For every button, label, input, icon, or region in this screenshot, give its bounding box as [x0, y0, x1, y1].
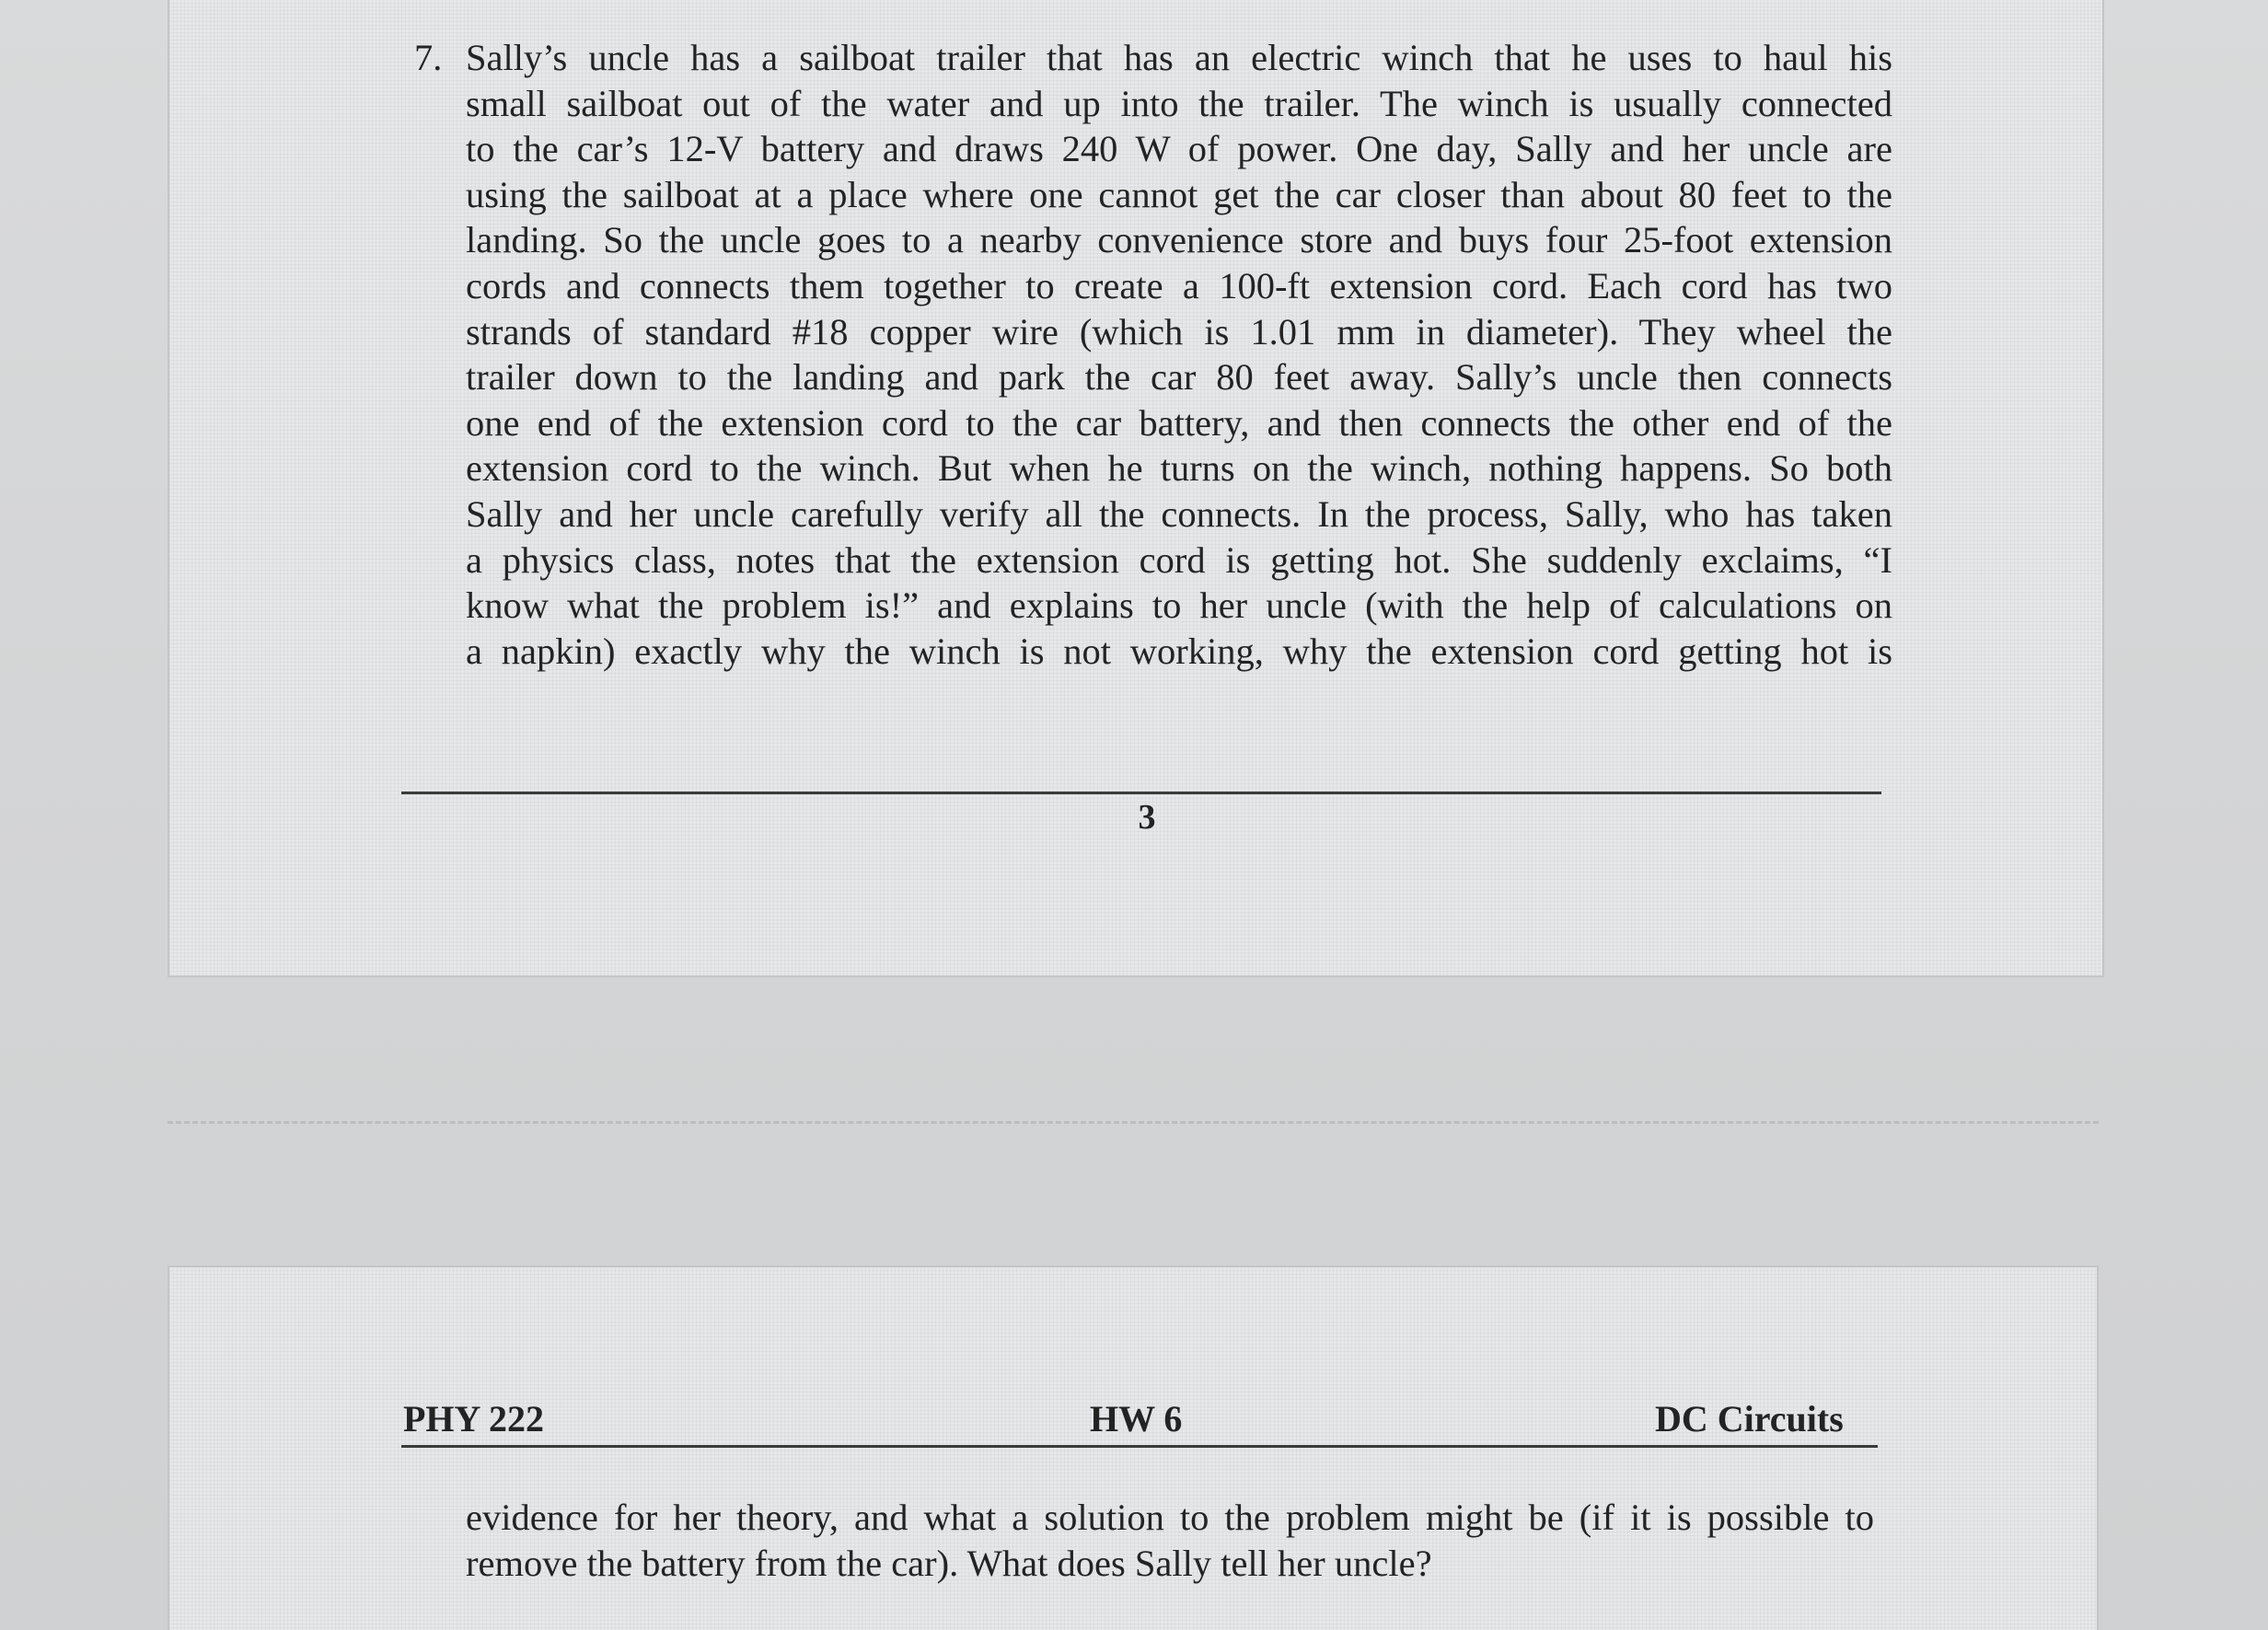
problem-line: remove the battery from the car). What does Sally tell her uncle?: [466, 1543, 1432, 1584]
problem-line: strands of standard #18 copper wire (which is 1.01 mm in diameter). They wheel the: [466, 310, 1892, 353]
header-topic: DC Circuits: [1655, 1398, 1844, 1439]
problem-line: one end of the extension cord to the car battery, and then connects the other end of the: [466, 401, 1892, 444]
problem-7-continuation: [466, 1495, 1874, 1587]
problem-line: extension cord to the winch. But when he turns on the winch, nothing happens. So both: [466, 447, 1892, 490]
problem-line: to the car’s 12-V battery and draws 240 W of power. One day, Sally and her uncle are: [466, 128, 1892, 170]
problem-line: cords and connects them together to create a 100-ft extension cord. Each cord has two: [466, 264, 1892, 306]
problem-line: a physics class, notes that the extension cord is getting hot. She suddenly exclaims, “I: [466, 538, 1892, 581]
footer-rule: [401, 792, 1881, 794]
problem-text: [466, 35, 1892, 674]
header-rule: [401, 1445, 1878, 1448]
problem-line: trailer down to the landing and park the car 80 feet away. Sally’s uncle then connects: [466, 356, 1892, 399]
page-break-separator: [168, 1121, 2099, 1124]
header-course: PHY 222: [403, 1398, 544, 1439]
problem-line: know what the problem is!” and explains to her uncle (with the help of calculations on: [466, 584, 1892, 627]
header-assignment: HW 6: [1090, 1398, 1183, 1439]
problem-7: [414, 35, 1892, 674]
page-number: 3: [1138, 798, 1156, 837]
problem-line: evidence for her theory, and what a solution to the problem might be (if it is possible to: [466, 1497, 1874, 1538]
problem-line: a napkin) exactly why the winch is not working, why the extension cord getting hot is: [466, 630, 1892, 672]
problem-line: Sally and her uncle carefully verify all the connects. In the process, Sally, who has taken: [466, 492, 1892, 535]
problem-number: 7.: [414, 37, 443, 78]
problem-line: landing. So the uncle goes to a nearby convenience store and buys four 25-foot extension: [466, 219, 1892, 261]
problem-line: small sailboat out of the water and up into the trailer. The winch is usually connected: [466, 82, 1892, 124]
problem-line: Sally’s uncle has a sailboat trailer that has an electric winch that he uses to haul his: [466, 37, 1892, 78]
problem-line: using the sailboat at a place where one cannot get the car closer than about 80 feet to the: [466, 173, 1892, 215]
